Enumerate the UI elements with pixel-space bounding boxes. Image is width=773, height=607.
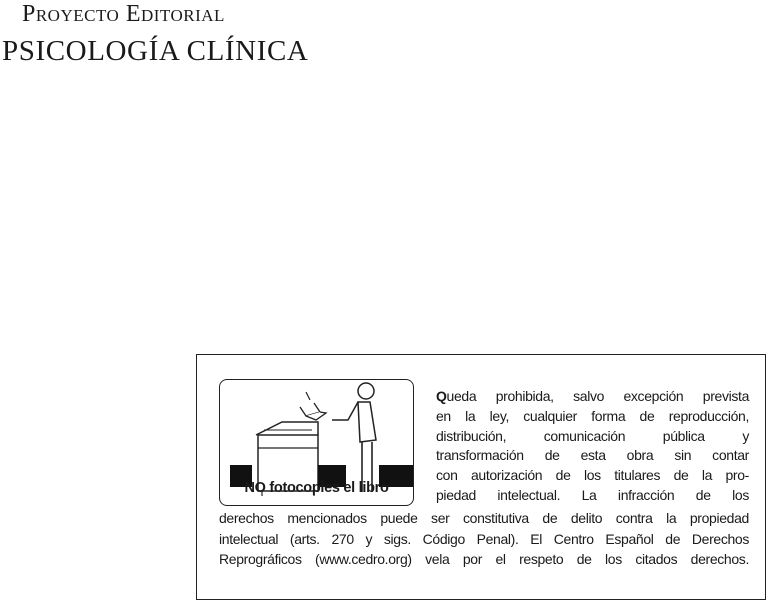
no-photocopy-label [220,479,413,499]
notice-drop-cap: Q [436,388,447,404]
notice-paragraph-side [436,387,749,506]
series-label: Proyecto Editorial [22,1,225,27]
notice-line: con autorización de los titulares de la pro- [436,467,749,484]
series-title: PSICOLOGÍA CLÍNICA [2,35,309,67]
notice-line: en la ley, cualquier forma de reproducción, [436,407,749,424]
copyright-notice-box [196,354,766,600]
notice-line: derechos mencionados puede ser constitutiva de delito contra la propiedad [219,510,749,526]
no-photocopy-label-emphasis: NO [244,480,266,497]
notice-line: intelectual (arts. 270 y sigs. Código Penal). El Centro Español de Derechos [219,530,749,547]
notice-line: Queda prohibida, salvo excepción prevista [436,388,749,404]
notice-line: transformación de esta obra sin contar [436,447,749,464]
notice-line: piedad intelectual. La infracción de los [436,486,749,503]
notice-line: Reprográficos (www.cedro.org) vela por el respeto de los citados derechos. [219,551,749,567]
notice-line: distribución, comunicación pública y [436,427,749,444]
no-photocopy-label-rest: fotocopies el libro [265,480,389,497]
no-photocopy-badge [219,379,414,506]
notice-paragraph-full [219,509,749,571]
